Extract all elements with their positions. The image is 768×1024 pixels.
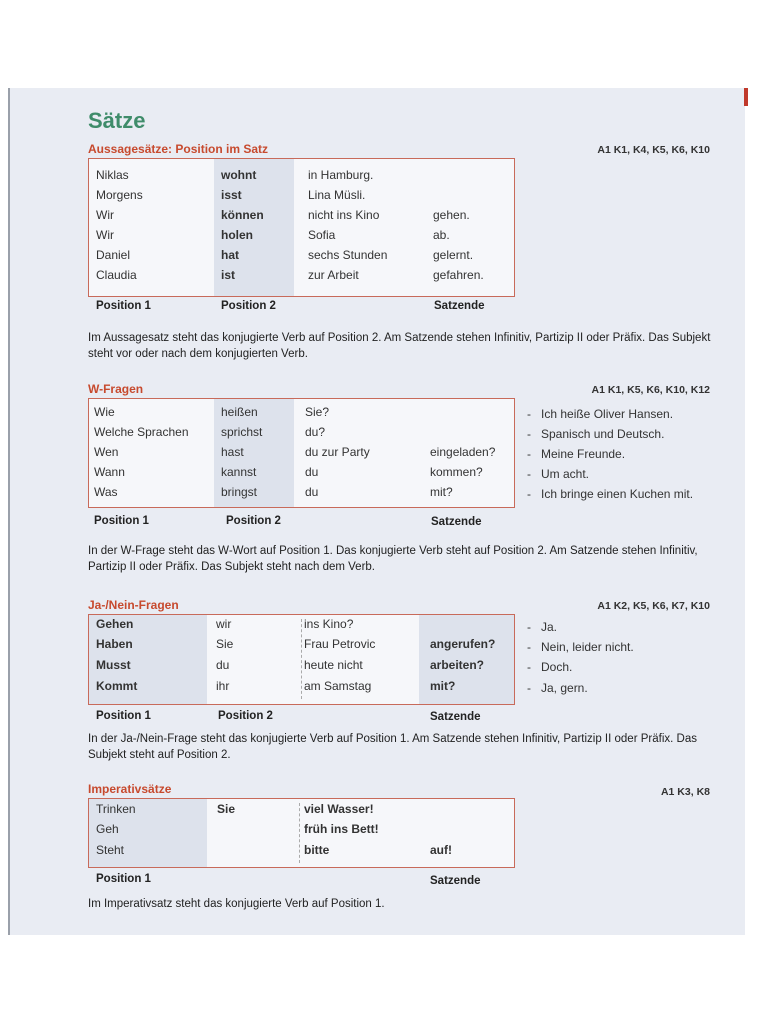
page-title: Sätze: [88, 108, 146, 133]
table-row: Kommt ihr am Samstag mit?: [96, 679, 456, 693]
label-position-2: Position 2: [221, 300, 276, 312]
table-row: Trinken Sie viel Wasser!: [96, 802, 374, 816]
label-position-1: Position 1: [96, 710, 151, 722]
table-row: Claudia ist zur Arbeit gefahren.: [96, 268, 484, 282]
table-row: Steht bitte auf!: [96, 843, 452, 857]
table-row: Gehen wir ins Kino?: [96, 617, 354, 631]
explanation-imperativsaetze: Im Imperativsatz steht das konjugierte Verb auf Position 1.: [88, 898, 385, 910]
list-item: - Nein, leider nicht.: [527, 640, 634, 654]
list-item: - Doch.: [527, 660, 573, 674]
table-row: Daniel hat sechs Stunden gelernt.: [96, 248, 474, 262]
explanation-w-fragen: In der W-Frage steht das W-Wort auf Position 1. Das konjugierte Verb steht auf Position 2. Am Satzende stehen Infinitiv, Partizip II oder Präfix. Das Subjekt steht nach dem Verb.: [88, 545, 698, 573]
label-position-2: Position 2: [218, 710, 273, 722]
explanation-ja-nein-fragen: In der Ja-/Nein-Frage steht das konjugierte Verb auf Position 1. Am Satzende stehen Infinitiv, Partizip II oder Präfix. Das Subjekt steht auf Position 2.: [88, 733, 697, 761]
list-item: - Meine Freunde.: [527, 447, 626, 461]
list-item: - Ja.: [527, 620, 558, 634]
label-position-1: Position 1: [96, 300, 151, 312]
list-item: - Ja, gern.: [527, 681, 588, 695]
list-item: - Ich bringe einen Kuchen mit.: [527, 487, 694, 501]
table-row: Wen hast du zur Party eingeladen?: [94, 445, 496, 459]
list-item: - Um acht.: [527, 467, 590, 481]
table-row: Was bringst du mit?: [94, 485, 453, 499]
page-marker: [744, 88, 748, 106]
explanation-aussagesaetze: Im Aussagesatz steht das konjugierte Verb auf Position 2. Am Satzende stehen Infinitiv, Partizip II oder Präfix. Das Subjekt steht vor oder nach dem konjugierten Verb.: [88, 332, 711, 360]
label-position-2: Position 2: [226, 515, 281, 527]
table-row: Wie heißen Sie?: [94, 405, 330, 419]
table-row: Wir können nicht ins Kino gehen.: [96, 208, 470, 222]
table-row: Wann kannst du kommen?: [94, 465, 483, 479]
list-item: - Spanisch und Deutsch.: [527, 427, 665, 441]
section-heading-aussagesaetze: Aussagesätze: Position im Satz: [88, 142, 269, 156]
section-heading-w-fragen: W-Fragen: [88, 382, 144, 396]
label-satzende: Satzende: [434, 300, 485, 312]
list-item: - Ich heiße Oliver Hansen.: [527, 407, 674, 421]
table-row: Geh früh ins Bett!: [96, 822, 379, 836]
section-ref-ja-nein-fragen: A1 K2, K5, K6, K7, K10: [597, 600, 710, 612]
section-heading-ja-nein-fragen: Ja-/Nein-Fragen: [88, 598, 179, 612]
table-row: Welche Sprachen sprichst du?: [94, 425, 326, 439]
section-ref-aussagesaetze: A1 K1, K4, K5, K6, K10: [597, 144, 710, 156]
label-satzende: Satzende: [431, 516, 482, 528]
table-row: Morgens isst Lina Müsli.: [96, 188, 366, 202]
table-row: Musst du heute nicht arbeiten?: [96, 658, 485, 672]
label-position-1: Position 1: [96, 873, 151, 885]
table-row: Wir holen Sofia ab.: [96, 228, 450, 242]
table-row: Haben Sie Frau Petrovic angerufen?: [96, 637, 496, 651]
table-row: Niklas wohnt in Hamburg.: [96, 168, 374, 182]
section-heading-imperativsaetze: Imperativsätze: [88, 782, 172, 796]
label-satzende: Satzende: [430, 875, 481, 887]
section-ref-w-fragen: A1 K1, K5, K6, K10, K12: [591, 384, 710, 396]
label-satzende: Satzende: [430, 711, 481, 723]
label-position-1: Position 1: [94, 515, 149, 527]
section-ref-imperativsaetze: A1 K3, K8: [660, 786, 710, 798]
